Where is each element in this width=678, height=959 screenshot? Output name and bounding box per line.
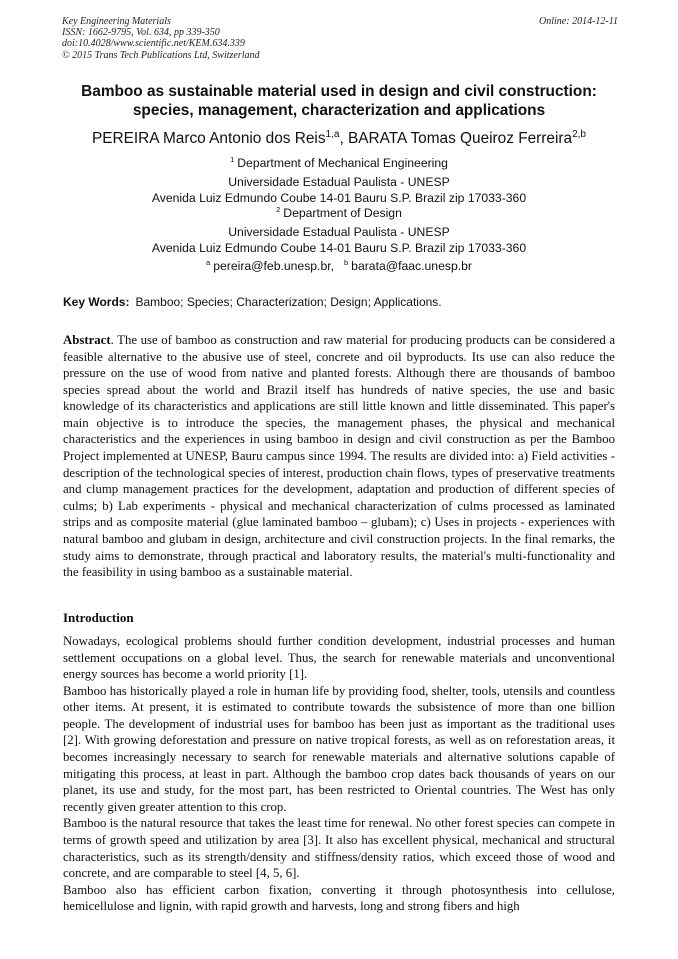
email-b-marker: b — [344, 258, 349, 267]
journal-header — [62, 16, 618, 61]
affiliation-1-address: Avenida Luiz Edmundo Coube 14-01 Bauru S.P. Brazil zip 17033-360 — [151, 191, 527, 206]
keywords-label: Key Words: — [63, 295, 130, 309]
affiliation-1-marker: 1 — [230, 155, 235, 164]
journal-issn: ISSN: 1662-9795, Vol. 634, pp 339-350 — [62, 27, 220, 39]
abstract — [63, 332, 615, 581]
introduction-body — [63, 633, 615, 915]
author-separator: , — [339, 130, 348, 147]
author-2-affil: 2,b — [572, 129, 586, 140]
journal-doi: doi:10.4028/www.scientific.net/KEM.634.339 — [62, 38, 245, 50]
affiliation-2-address: Avenida Luiz Edmundo Coube 14-01 Bauru S.P. Brazil zip 17033-360 — [151, 241, 527, 256]
author-1-affil: 1,a — [325, 129, 340, 140]
author-list — [20, 129, 658, 151]
affiliation-2-marker: 2 — [276, 205, 281, 214]
affiliation-2-dept: Department of Design — [283, 206, 402, 220]
affiliation-1-dept: Department of Mechanical Engineering — [237, 156, 448, 170]
affiliation-2 — [20, 205, 658, 257]
intro-paragraph-4: Bamboo also has efficient carbon fixation, converting it through photosynthesis into cellulose, hemicellulose and lignin, with rapid growth and harvests, long and strong fibers and high — [63, 882, 615, 914]
affiliation-1 — [20, 155, 658, 207]
keywords-text: Bamboo; Species; Characterization; Design; Applications. — [135, 295, 442, 309]
abstract-text: . The use of bamboo as construction and raw material for producing products can be considered a feasible alternative to the abusive use of steel, concrete and oil byproducts. Its use can also reduce the pressure on the use of wood from native and planted forests. Although there are thousands of bamboo species spread about the world and Brazil itself has hundreds of native species, the use and basic knowledge of its characteristics and applications are still little known and little disseminated. This paper's main objective is to introduce the species, the management phases, the physical and mechanical characteristics and the experiences in using bamboo in design and civil construction as per the Bamboo Project implemented at UNESP, Bauru campus since 1994. The results are divided into: a) Field activities - description of the technological species of interest, production chain flows, types of preservative treatments and clump management practices for the development, adaptation and production of different species of culms; b) Lab experiments - physical and mechanical characterization of culms processed as laminated strips and as composite material (glue laminated bamboo – glubam); c) Uses in projects - experiences with natural bamboo and glubam in design, architecture and civil construction projects. In the final remarks, the study aims to demonstrate, through practical and laboratory results, the material's multi-functionality and the feasibility in using bamboo as a sustainable material. — [63, 333, 615, 580]
title-line-2: species, management, characterization and applications — [132, 101, 546, 119]
intro-paragraph-1: Nowadays, ecological problems should further condition development, industrial processes and human settlement occupations on a global level. Thus, the search for renewable materials and unconventional energy sources has become a world priority [1]. — [63, 634, 615, 682]
online-date: Online: 2014-12-11 — [539, 16, 618, 27]
email-b[interactable]: barata@faac.unesp.br — [351, 259, 472, 273]
author-2: BARATA Tomas Queiroz Ferreira — [348, 130, 573, 147]
author-emails — [20, 258, 658, 276]
email-a[interactable]: pereira@feb.unesp.br, — [213, 259, 334, 273]
affiliation-1-univ: Universidade Estadual Paulista - UNESP — [228, 174, 450, 189]
author-1: PEREIRA Marco Antonio dos Reis — [91, 130, 326, 147]
section-heading-introduction: Introduction — [63, 610, 134, 625]
intro-paragraph-2: Bamboo has historically played a role in human life by providing food, shelter, tools, utensils and countless other items. At present, it is estimated to contribute towards the subsistence of more than one billion people. The development of industrial uses for bamboo has been just as important as the traditional uses [2]. With growing deforestation and pressure on native tropical forests, as well as on reforestation areas, it becomes increasingly necessary to search for renewable materials and alternative solutions capable of mitigating this process, at least in part. Although the bamboo crop dates back thousands of years on our planet, its use and study, for the most part, has been restricted to Oriental countries. The West has only recently given greater attention to this crop. — [63, 683, 615, 814]
paper-title — [30, 83, 648, 120]
keywords — [63, 294, 623, 310]
email-a-marker: a — [206, 258, 211, 267]
journal-name: Key Engineering Materials — [62, 16, 171, 27]
abstract-label: Abstract — [63, 333, 111, 347]
journal-copyright: © 2015 Trans Tech Publications Ltd, Switzerland — [62, 49, 260, 61]
affiliation-2-univ: Universidade Estadual Paulista - UNESP — [228, 224, 450, 239]
intro-paragraph-3: Bamboo is the natural resource that takes the least time for renewal. No other forest species can compete in terms of growth speed and utilization by area [3]. It also has excellent physical, mechanical and structural characteristics, such as its strength/density and stiffness/density ratios, which exceed those of wood and concrete, and are comparable to steel [4, 5, 6]. — [63, 816, 615, 881]
title-line-1: Bamboo as sustainable material used in design and civil construction: — [81, 83, 597, 100]
